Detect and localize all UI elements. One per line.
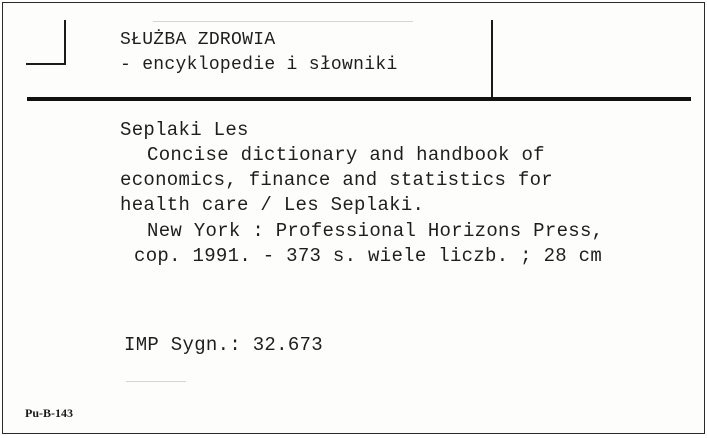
imprint-line: New York : Professional Horizons Press,	[147, 220, 604, 242]
title-line: health care / Les Seplaki.	[120, 194, 425, 216]
catalog-card	[2, 2, 705, 434]
title-line: Concise dictionary and handbook of	[147, 144, 545, 166]
corner-mark	[64, 20, 66, 65]
corner-mark-base	[26, 63, 66, 65]
title-line: economics, finance and statistics for	[120, 169, 553, 191]
shelfmark: IMP Sygn.: 32.673	[124, 334, 323, 356]
faint-mark	[153, 21, 413, 22]
imprint-line: cop. 1991. - 373 s. wiele liczb. ; 28 cm	[134, 245, 603, 267]
subject-heading: SŁUŻBA ZDROWIA	[120, 30, 276, 50]
heading-divider	[491, 20, 493, 98]
faint-mark	[126, 381, 186, 382]
card-code: Pu-B-143	[25, 406, 73, 420]
heading-rule	[27, 97, 691, 101]
author: Seplaki Les	[120, 119, 249, 141]
subject-subdivision: - encyklopedie i słowniki	[120, 55, 398, 75]
